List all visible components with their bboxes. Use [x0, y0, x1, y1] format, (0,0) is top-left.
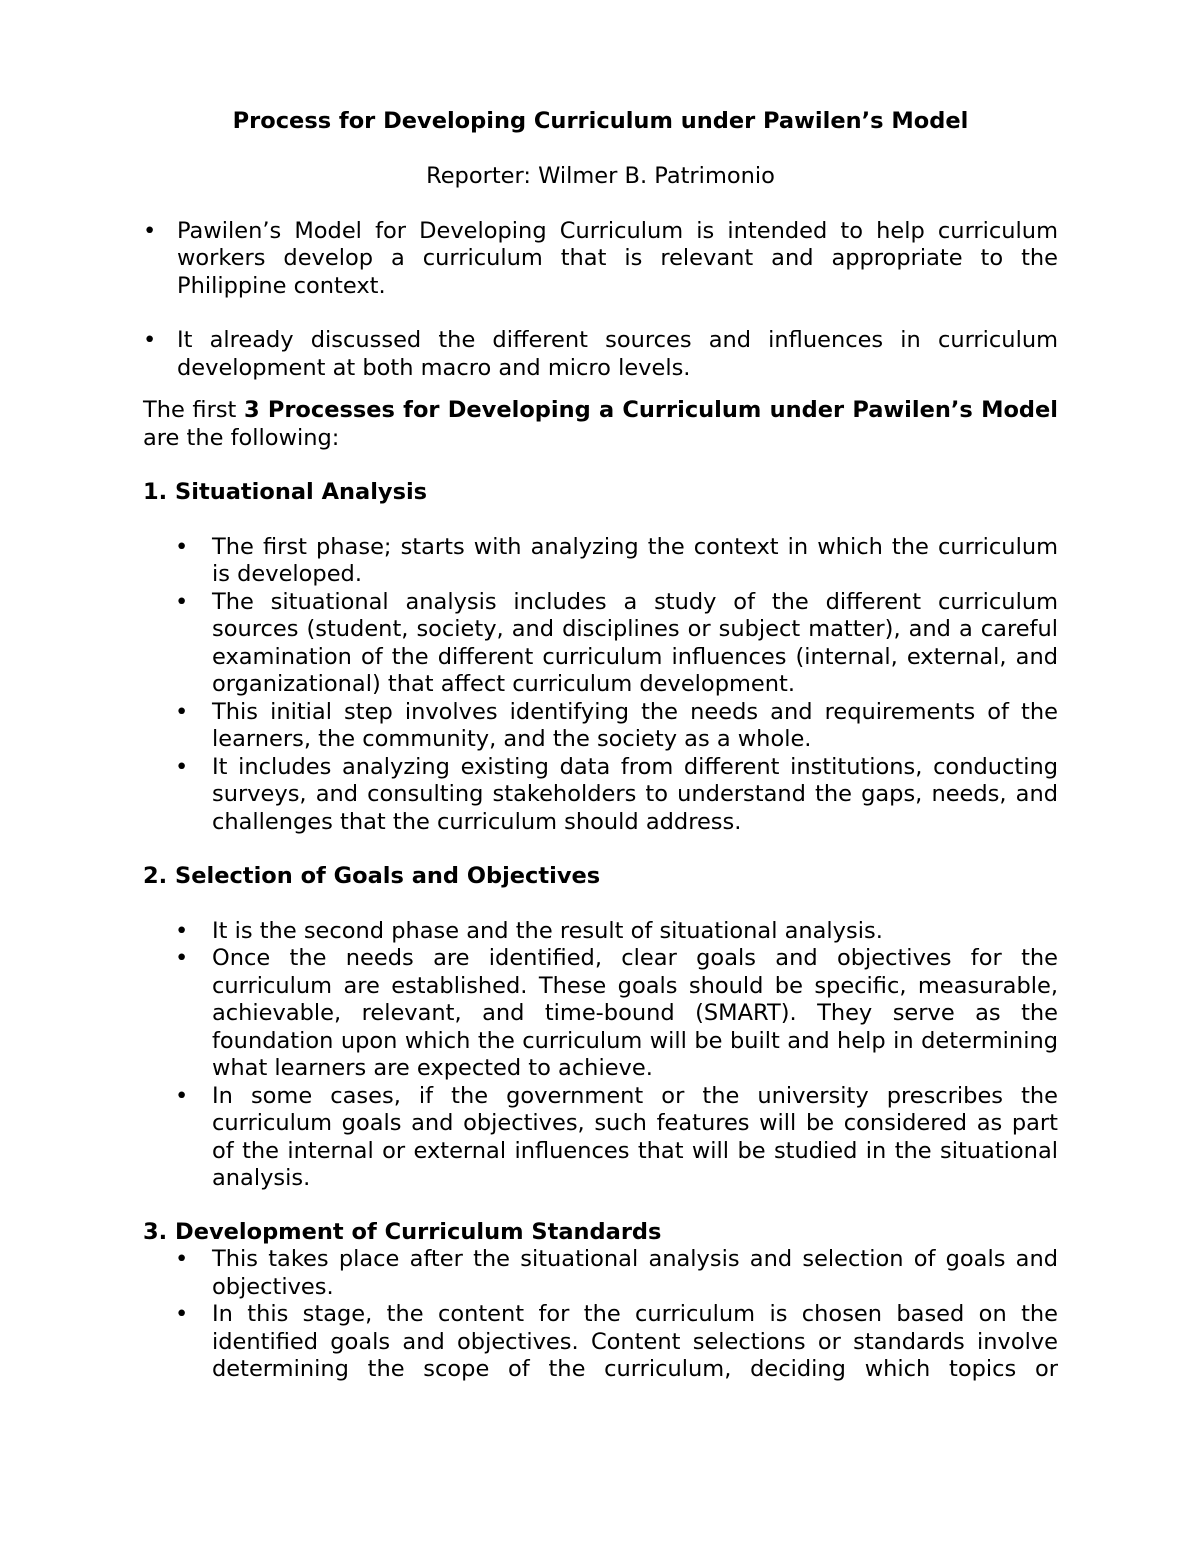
intro-prefix: The first [143, 397, 244, 423]
document-title: Process for Developing Curriculum under Pawilen’s Model [232, 108, 969, 134]
section-bullet-list [143, 1246, 1058, 1384]
list-item: • Once the needs are identified, clear goals and objectives for the curriculum are established. These goals should be specific, measurable, achievable, relevant, and time-bound (SMART). They serve as the foundation upon which the curriculum will be built and help in determining what learners are expected to achieve. [143, 945, 1058, 1083]
intro-paragraph [143, 397, 1058, 452]
list-item: • It already discussed the different sources and influences in curriculum development at both macro and micro levels. [143, 327, 1058, 382]
list-item: • This initial step involves identifying the needs and requirements of the learners, the community, and the society as a whole. [143, 699, 1058, 754]
list-item: • This takes place after the situational analysis and selection of goals and objectives. [143, 1246, 1058, 1301]
section-heading: 3. Development of Curriculum Standards [143, 1218, 662, 1245]
section-bullet-list [143, 918, 1058, 1193]
intro-suffix: are the following: [143, 424, 340, 451]
reporter-line: Reporter: Wilmer B. Patrimonio [426, 163, 775, 189]
list-item: • It is the second phase and the result of situational analysis. [143, 918, 1058, 946]
list-item: • In this stage, the content for the curriculum is chosen based on the identified goals and objectives. Content selections or standards involve determining the scope of the curriculum, deciding which topics or [143, 1301, 1058, 1384]
intro-bold: 3 Processes for Developing a Curriculum under Pawilen’s Model [243, 397, 1058, 423]
section-heading: 2. Selection of Goals and Objectives [143, 863, 601, 889]
intro-bullet-list [143, 218, 1058, 383]
document-page [143, 108, 1058, 1384]
list-item: • Pawilen’s Model for Developing Curriculum is intended to help curriculum workers develop a curriculum that is relevant and appropriate to the Philippine context. [143, 218, 1058, 301]
list-item: • It includes analyzing existing data from different institutions, conducting surveys, and consulting stakeholders to understand the gaps, needs, and challenges that the curriculum should address. [143, 754, 1058, 837]
section-heading: 1. Situational Analysis [143, 479, 428, 505]
list-item: • The situational analysis includes a study of the different curriculum sources (student, society, and disciplines or subject matter), and a careful examination of the different curriculum influences (internal, external, and organizational) that affect curriculum development. [143, 589, 1058, 699]
list-item: • In some cases, if the government or the university prescribes the curriculum goals and objectives, such features will be considered as part of the internal or external influences that will be studied in the situational analysis. [143, 1083, 1058, 1193]
section-bullet-list [143, 534, 1058, 837]
list-item: • The first phase; starts with analyzing the context in which the curriculum is developed. [143, 534, 1058, 589]
